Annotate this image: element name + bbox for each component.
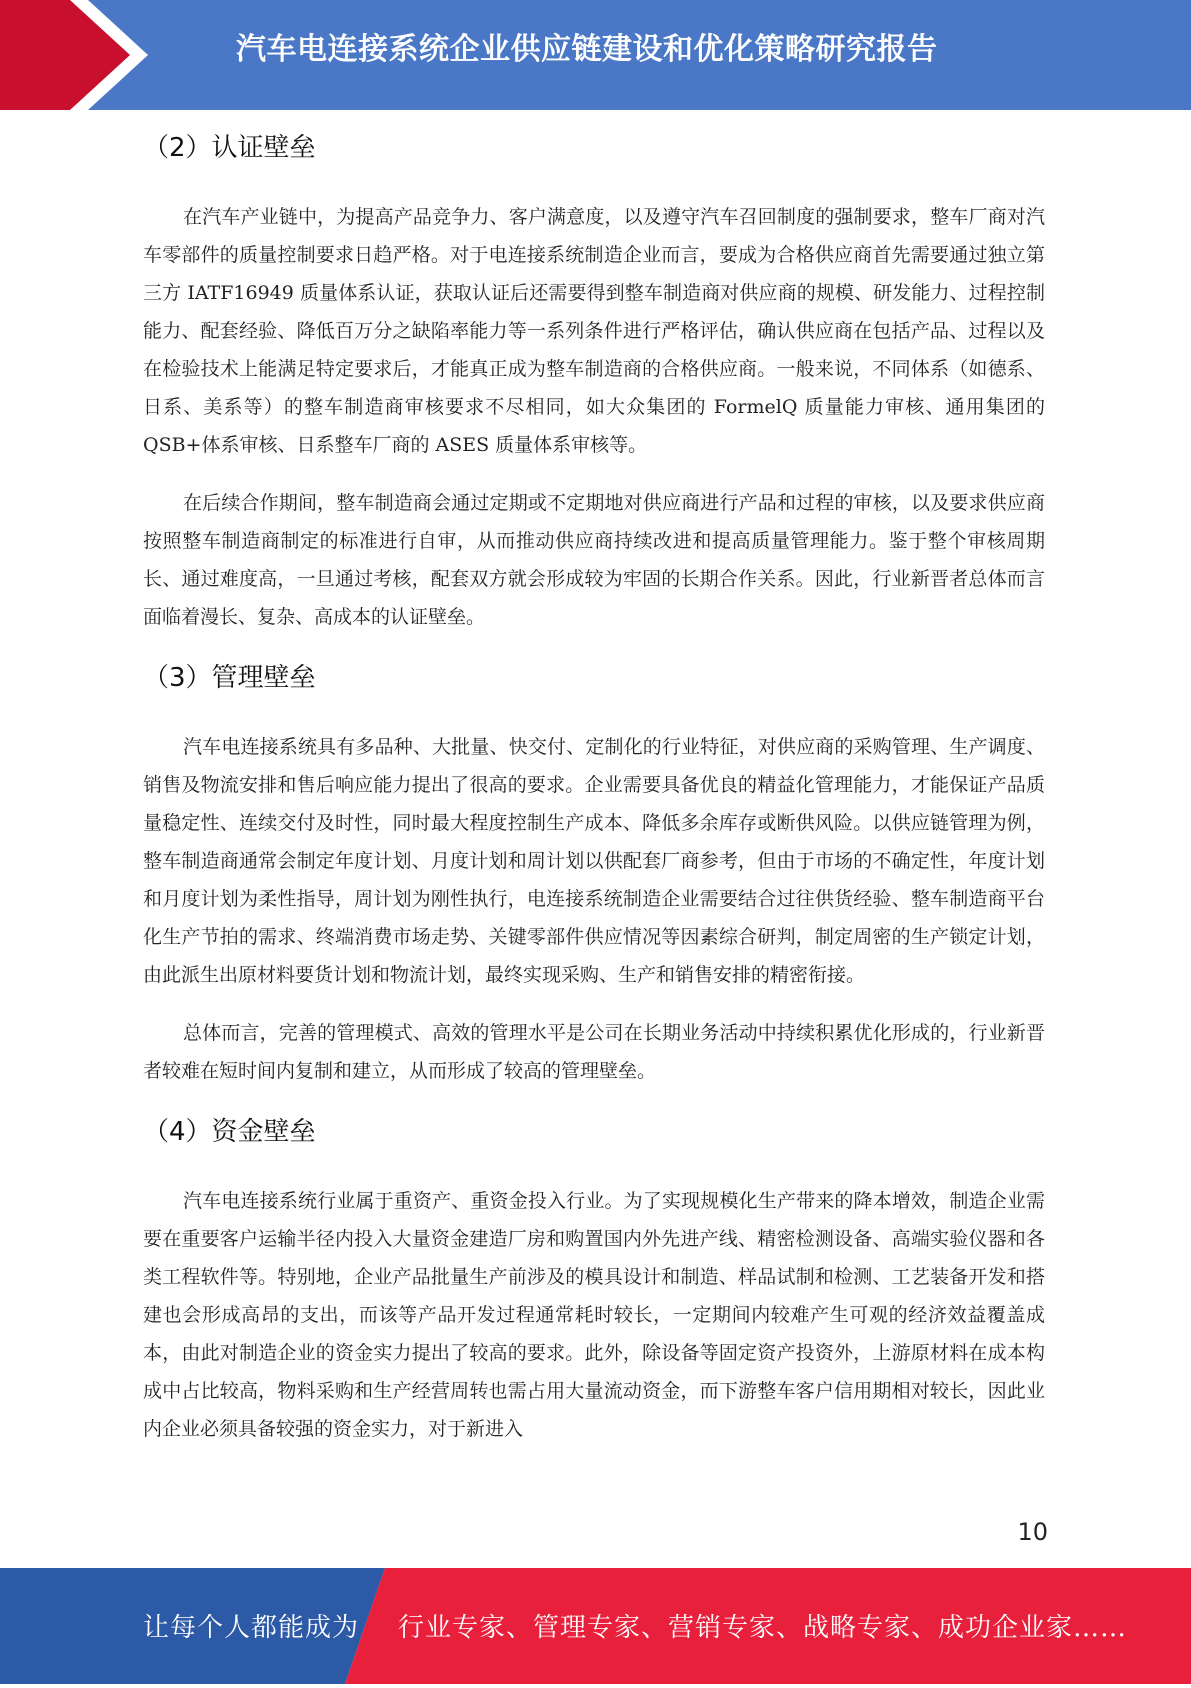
paragraph: 汽车电连接系统具有多品种、大批量、快交付、定制化的行业特征，对供应商的采购管理、生产调度、销售及物流安排和售后响应能力提出了很高的要求。企业需要具备优良的精益化管理能力，才能保证产品质量稳定性、连续交付及时性，同时最大程度控制生产成本、降低多余库存或断供风险。以供应链管理为例，整车制造商通常会制定年度计划、月度计划和周计划以供配套厂商参考，但由于市场的不确定性，年度计划和月度计划为柔性指导，周计划为刚性执行，电连接系统制造企业需要结合过往供货经验、整车制造商平台化生产节拍的需求、终端消费市场走势、关键零部件供应情况等因素综合研判，制定周密的生产锁定计划，由此派生出原材料要货计划和物流计划，最终实现采购、生产和销售安排的精密衔接。	[143, 736, 1045, 986]
paragraph: 在汽车产业链中，为提高产品竞争力、客户满意度，以及遵守汽车召回制度的强制要求，整车厂商对汽车零部件的质量控制要求日趋严格。对于电连接系统制造企业而言，要成为合格供应商首先需要通过独立第三方 IATF16949 质量体系认证，获取认证后还需要得到整车制造商对供应商的规模、研发能力、过程控制能力、配套经验、降低百万分之缺陷率能力等一系列条件进行严格评估，确认供应商在包括产品、过程以及在检验技术上能满足特定要求后，才能真正成为整车制造商的合格供应商。一般来说，不同体系（如德系、日系、美系等）的整车制造商审核要求不尽相同，如大众集团的 FormelQ 质量能力审核、通用集团的 QSB+体系审核、日系整车厂商的 ASES 质量体系审核等。	[143, 206, 1045, 456]
section-heading: （3）管理壁垒	[143, 663, 316, 693]
document-title: 汽车电连接系统企业供应链建设和优化策略研究报告	[236, 32, 938, 67]
paragraph: 汽车电连接系统行业属于重资产、重资金投入行业。为了实现规模化生产带来的降本增效，制造企业需要在重要客户运输半径内投入大量资金建造厂房和购置国内外先进产线、精密检测设备、高端实验仪器和各类工程软件等。特别地，企业产品批量生产前涉及的模具设计和制造、样品试制和检测、工艺装备开发和搭建也会形成高昂的支出，而该等产品开发过程通常耗时较长，一定期间内较难产生可观的经济效益覆盖成本，由此对制造企业的资金实力提出了较高的要求。此外，除设备等固定资产投资外，上游原材料在成本构成中占比较高，物料采购和生产经营周转也需占用大量流动资金，而下游整车客户信用期相对较长，因此业内企业必须具备较强的资金实力，对于新进入	[143, 1190, 1045, 1440]
footer-slogan-left: 让每个人都能成为	[143, 1613, 360, 1643]
paragraph: 总体而言，完善的管理模式、高效的管理水平是公司在长期业务活动中持续积累优化形成的，行业新晋者较难在短时间内复制和建立，从而形成了较高的管理壁垒。	[143, 1022, 1045, 1082]
page-number: 10	[1017, 1518, 1048, 1546]
footer-slogan-right: 行业专家、管理专家、营销专家、战略专家、成功企业家……	[398, 1613, 1128, 1643]
page-footer	[0, 1568, 1191, 1684]
section-heading: （2）认证壁垒	[143, 133, 316, 163]
section-heading: （4）资金壁垒	[143, 1117, 316, 1147]
paragraph: 在后续合作期间，整车制造商会通过定期或不定期地对供应商进行产品和过程的审核，以及要求供应商按照整车制造商制定的标准进行自审，从而推动供应商持续改进和提高质量管理能力。鉴于整个审核周期长、通过难度高，一旦通过考核，配套双方就会形成较为牢固的长期合作关系。因此，行业新晋者总体而言面临着漫长、复杂、高成本的认证壁垒。	[143, 492, 1045, 628]
page-content	[143, 118, 1045, 1448]
page-header	[0, 0, 1191, 110]
